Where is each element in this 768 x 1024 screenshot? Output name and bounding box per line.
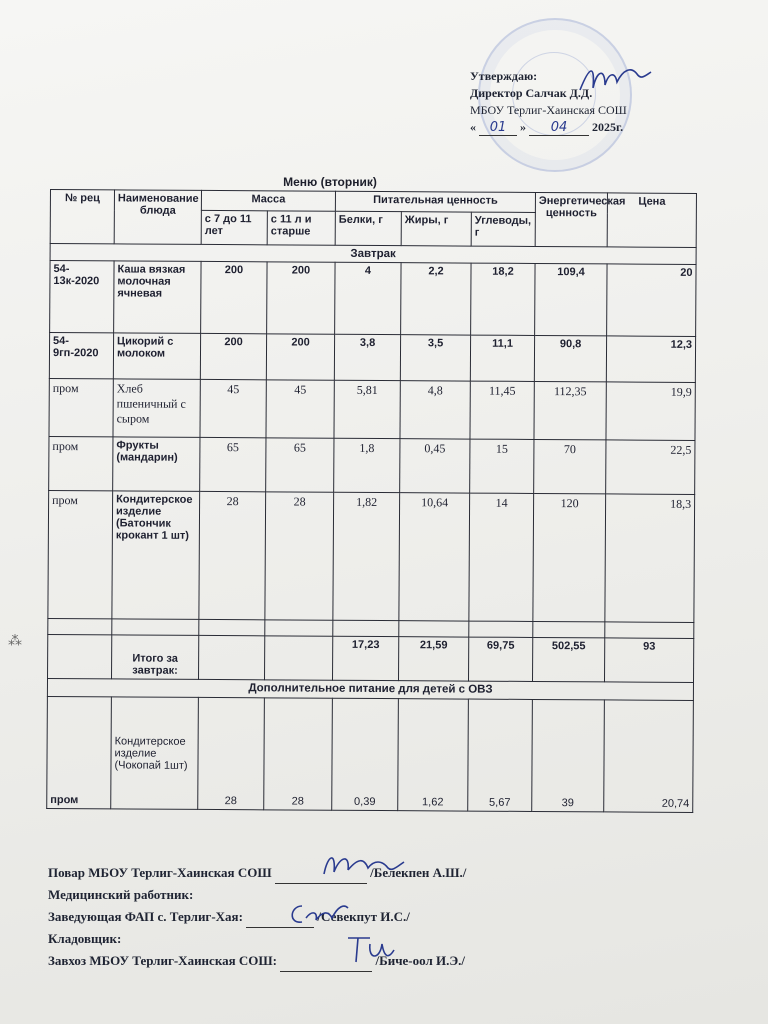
cell-fats: 3,5 [400,335,470,381]
cell-rec: 54-9гп-2020 [49,333,113,379]
cell-mass-young: 200 [200,333,266,379]
director-signature [575,60,655,100]
cell-carbs: 11,1 [470,335,534,381]
cell-mass-old: 28 [265,492,334,620]
margin-mark: ⁂ [8,632,22,648]
header-fats: Жиры, г [401,212,471,246]
cell-energy: 90,8 [534,335,606,381]
cell-proteins: 0,39 [332,698,399,810]
total-carbs: 69,75 [469,637,533,681]
cell-rec: пром [49,436,113,490]
cell-carbs: 5,67 [468,699,533,811]
cell-price: 22,5 [606,440,695,495]
cell-dish: Кондитерское изделие (Батончик крокант 1 шт) [112,491,200,620]
header-proteins: Белки, г [335,211,401,245]
cell-dish: Каша вязкая молочная ячневая [114,261,201,334]
table-row [49,436,695,494]
fap-label: Заведующая ФАП с. Терлиг-Хая: [48,909,243,924]
table-row [49,378,695,440]
table-row [47,696,694,812]
cell-rec: 54-13к-2020 [50,261,114,333]
cell-mass-old: 28 [264,698,333,810]
section-breakfast: Завтрак [50,244,696,265]
cook-name: /Белекпен А.Ш./ [370,865,467,880]
cell-fats: 2,2 [401,263,471,335]
cell-carbs: 15 [470,439,534,493]
cell-mass-old: 45 [266,380,334,438]
cell-mass-old: 65 [266,438,334,492]
table-row [48,490,695,622]
cell-carbs: 18,2 [471,263,535,335]
approval-title: Утверждаю: [470,69,538,83]
cell-mass-young: 28 [199,491,266,619]
cell-carbs: 14 [469,493,534,621]
cell-energy: 120 [533,493,606,621]
cook-line [48,862,568,884]
header-mass-old: с 11 л и старше [267,211,335,245]
cell-rec: пром [48,490,113,618]
cell-price: 12,3 [606,336,695,383]
cell-dish: Кондитерское изделие (Чокопай 1шт) [111,697,199,810]
header-price: Цена [607,193,696,248]
total-fats: 21,59 [399,637,469,681]
cell-mass-young: 28 [198,697,265,809]
header-carbs: Углеводы, г [471,212,535,246]
total-price: 93 [605,638,694,683]
header-dish-name: Наименование блюда [114,190,201,245]
cell-proteins: 1,8 [334,438,400,492]
cell-proteins: 4 [335,262,401,334]
cell-mass-old: 200 [266,334,334,380]
cook-signature [318,848,408,882]
header-nutrition: Питательная ценность [335,191,535,212]
cell-price: 20 [607,264,696,337]
supply-signature [340,930,400,970]
cell-dish: Хлеб пшеничный с сыром [113,379,200,438]
approval-day: 01 [479,123,517,136]
total-label: Итого за завтрак: [112,635,199,680]
menu-table [46,189,697,813]
section-extra: Дополнительное питание для детей с ОВЗ [47,678,693,700]
cell-fats: 1,62 [398,699,469,811]
cell-dish: Цикорий с молоком [113,333,200,380]
approval-date-prefix: « [470,120,476,134]
fap-name: /Севекпут И.С./ [317,909,410,924]
header-mass: Масса [201,190,335,211]
total-energy: 502,55 [533,637,605,681]
header-mass-young: с 7 до 11 лет [201,210,267,244]
approval-director: Директор Салчак Д.Д. [470,86,593,100]
cell-proteins: 5,81 [334,380,400,438]
cell-fats: 10,64 [399,493,470,621]
header-energy: Энергетическая ценность [535,192,607,246]
cell-fats: 4,8 [400,381,470,439]
medic-label: Медицинский работник: [48,887,194,902]
cell-fats: 0,45 [400,439,470,493]
table-row [50,261,696,337]
cell-mass-young: 65 [200,437,266,491]
header-rec-no: № рец [50,190,114,244]
cell-price: 19,9 [606,382,695,441]
cell-energy: 70 [534,439,606,493]
cell-mass-old: 200 [267,262,335,334]
fap-signature [282,896,352,930]
supply-name: /Биче-оол И.Э./ [375,953,466,968]
cell-mass-young: 200 [201,261,267,333]
cell-energy: 109,4 [535,263,607,335]
cook-label: Повар МБОУ Терлиг-Хаинская СОШ [48,865,272,880]
total-row [48,634,694,682]
menu-title: Меню (вторник) [283,175,377,189]
cell-energy: 39 [532,699,605,811]
approval-year: 2025г. [592,120,624,134]
cell-carbs: 11,45 [470,381,534,439]
cell-proteins: 1,82 [333,492,400,620]
storekeeper-label: Кладовщик: [48,931,122,946]
total-proteins: 17,23 [333,636,399,680]
cell-price: 18,3 [605,494,695,623]
cell-energy: 112,35 [534,381,606,439]
approval-org: МБОУ Терлиг-Хаинская СОШ [470,103,627,117]
cell-rec: пром [47,696,112,808]
cell-rec: пром [49,378,113,436]
supply-label: Завхоз МБОУ Терлиг-Хаинская СОШ: [48,953,277,968]
cell-mass-young: 45 [200,379,266,437]
cell-price: 20,74 [604,700,694,813]
cell-proteins: 3,8 [334,334,400,380]
approval-date: « 01 » 04 2025г. [470,120,624,135]
approval-month: 04 [529,123,589,136]
table-row [49,333,695,383]
supply-line [48,950,568,972]
cell-dish: Фрукты (мандарин) [113,437,200,492]
